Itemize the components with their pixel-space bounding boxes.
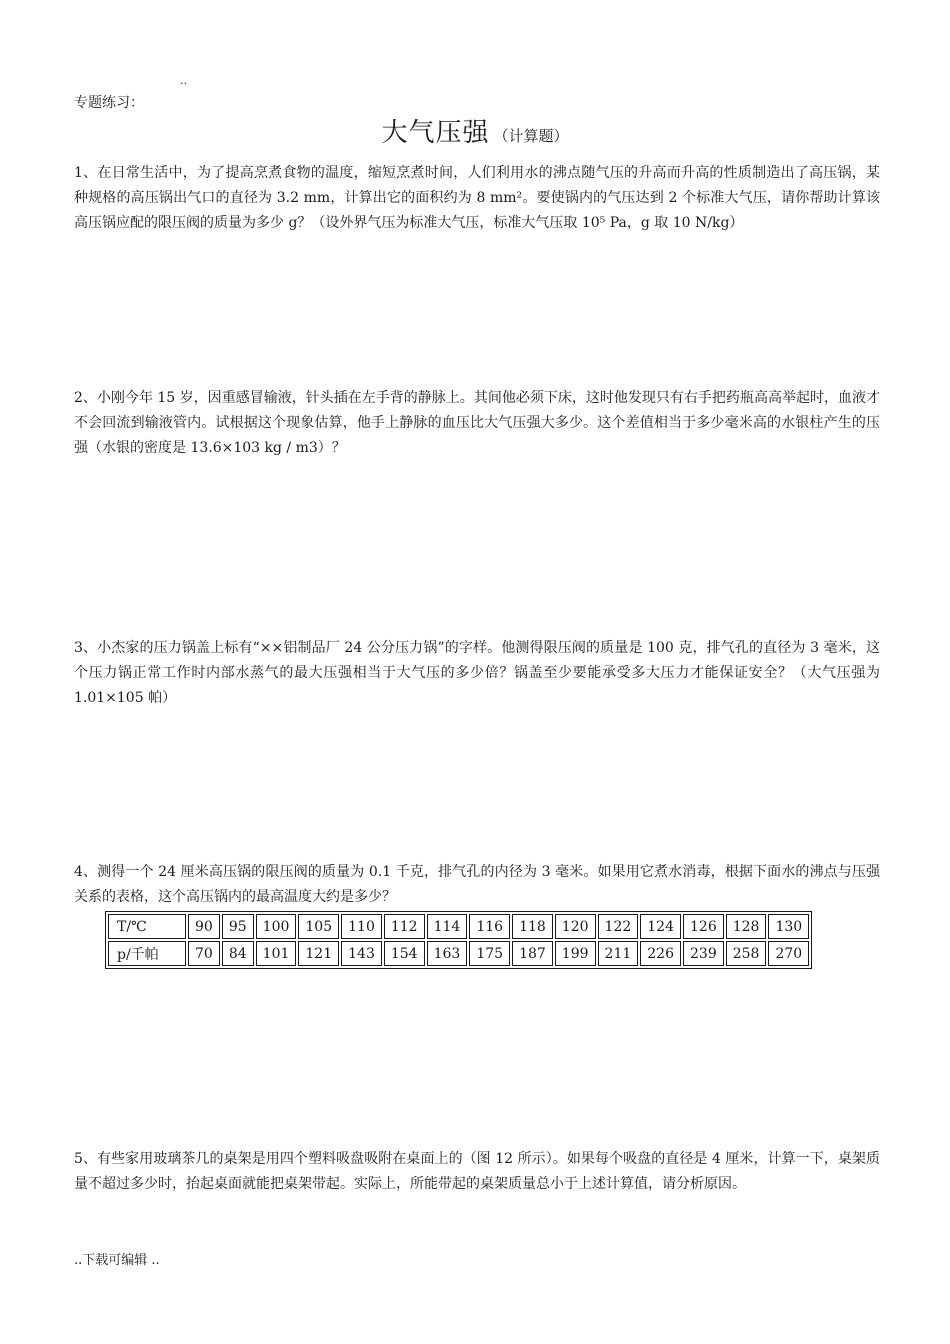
- pressure-cell: 154: [384, 941, 425, 966]
- pressure-cell: 211: [598, 941, 639, 966]
- row-label-pressure: p/千帕: [108, 941, 186, 966]
- temperature-cell: 130: [768, 914, 809, 939]
- title-sub: （计算题）: [493, 127, 569, 145]
- temperature-cell: 112: [384, 914, 425, 939]
- question-5: 5、有些家用玻璃茶几的桌架是用四个塑料吸盘吸附在桌面上的（图 12 所示）。如果每个吸盘的直径是 4 厘米，计算一下，桌架质量不超过多少时，抬起桌面就能把桌架带起。实际上，所能带起的桌架质量总小于上述计算值，请分析原因。: [74, 1151, 880, 1192]
- temperature-cell: 124: [640, 914, 681, 939]
- question-3: 3、小杰家的压力锅盖上标有“××铝制品厂 24 公分压力锅”的字样。他测得限压阀的质量是 100 克，排气孔的直径为 3 毫米，这个压力锅正常工作时内部水蒸气的最大压强相当于大气压的多少倍？锅盖至少要能承受多大压力才能保证安全？（大气压强为 1.01×105 帕）: [74, 640, 880, 706]
- row-label-temperature: T/℃: [108, 914, 186, 939]
- pressure-cell: 258: [726, 941, 767, 966]
- section-label: 专题练习：: [74, 95, 144, 111]
- temperature-cell: 118: [512, 914, 553, 939]
- pressure-cell: 163: [427, 941, 468, 966]
- pressure-cell: 187: [512, 941, 553, 966]
- temperature-row: [108, 914, 809, 939]
- boiling-point-table: [105, 911, 812, 969]
- temperature-cell: 95: [222, 914, 254, 939]
- temperature-cell: 114: [427, 914, 468, 939]
- pressure-cell: 175: [469, 941, 510, 966]
- question-4: 4、测得一个 24 厘米高压锅的限压阀的质量为 0.1 千克，排气孔的内径为 3 毫米。如果用它煮水消毒，根据下面水的沸点与压强关系的表格，这个高压锅内的最高温度大约是多少？: [74, 864, 880, 905]
- temperature-cell: 110: [341, 914, 382, 939]
- temperature-cell: 100: [256, 914, 297, 939]
- temperature-cell: 128: [726, 914, 767, 939]
- pressure-cell: 270: [768, 941, 809, 966]
- pressure-cell: 101: [256, 941, 297, 966]
- pressure-cell: 143: [341, 941, 382, 966]
- temperature-cell: 122: [598, 914, 639, 939]
- page-title: [0, 112, 950, 149]
- pressure-cell: 70: [188, 941, 220, 966]
- temperature-cell: 120: [555, 914, 596, 939]
- pressure-row: [108, 941, 809, 966]
- temperature-cell: 90: [188, 914, 220, 939]
- pressure-cell: 226: [640, 941, 681, 966]
- header-dots: ..: [180, 74, 187, 87]
- temperature-cell: 116: [469, 914, 510, 939]
- temperature-cell: 105: [298, 914, 339, 939]
- question-1: 1、在日常生活中，为了提高烹煮食物的温度，缩短烹煮时间，人们利用水的沸点随气压的升高而升高的性质制造出了高压锅，某种规格的高压锅出气口的直径为 3.2 mm，计算出它的面积约为 8 mm²。要使锅内的气压达到 2 个标准大气压，请你帮助计算该高压锅应配的限压阀的质量为多少 g？（设外界气压为标准大气压，标准大气压取 10⁵ Pa，g 取 10 N/kg）: [74, 165, 880, 231]
- pressure-cell: 84: [222, 941, 254, 966]
- footer-note: ..下载可编辑 ..: [74, 1253, 160, 1268]
- pressure-cell: 199: [555, 941, 596, 966]
- question-2: 2、小刚今年 15 岁，因重感冒输液，针头插在左手背的静脉上。其间他必须下床，这时他发现只有右手把药瓶高高举起时，血液才不会回流到输液管内。试根据这个现象估算，他手上静脉的血压比大气压强大多少。这个差值相当于多少毫米高的水银柱产生的压强（水银的密度是 13.6×103 kg / m3）？: [74, 390, 880, 456]
- title-main: 大气压强: [381, 118, 490, 148]
- temperature-cell: 126: [683, 914, 724, 939]
- pressure-cell: 121: [298, 941, 339, 966]
- pressure-cell: 239: [683, 941, 724, 966]
